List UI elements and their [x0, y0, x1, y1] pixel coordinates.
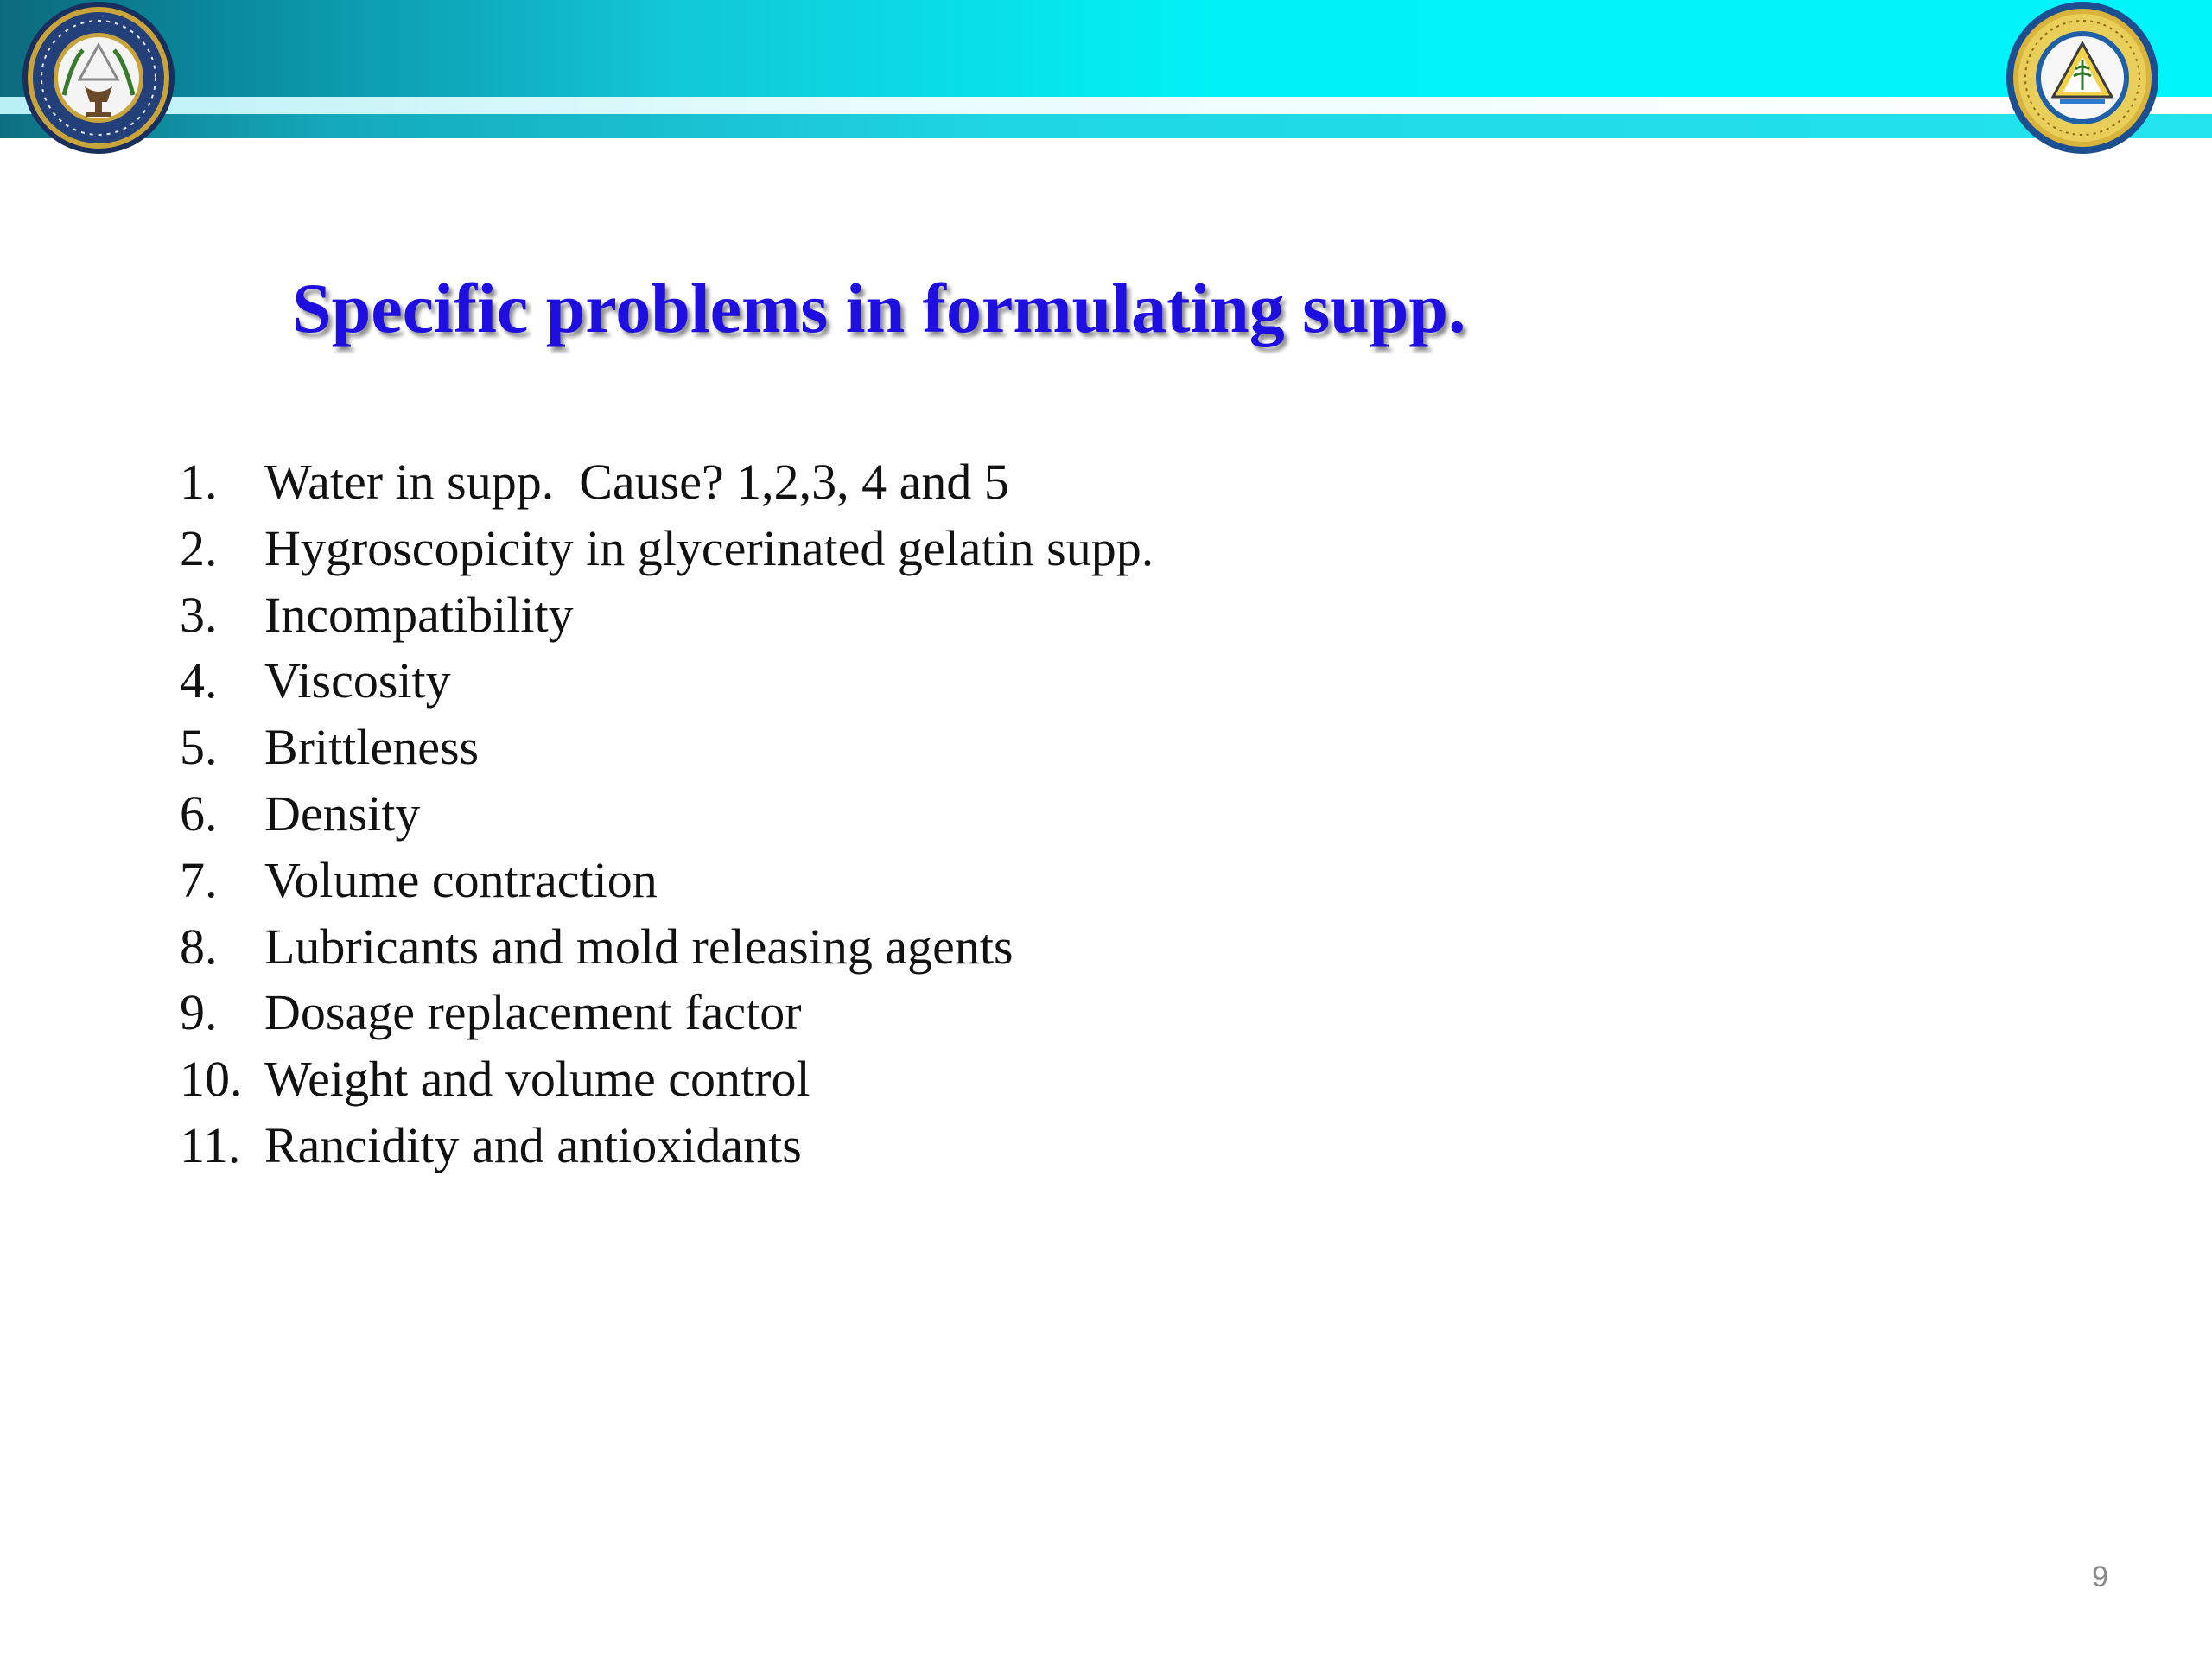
list-item-text: Rancidity and antioxidants	[264, 1116, 802, 1173]
list-item	[180, 914, 1154, 981]
list-item	[180, 781, 1154, 848]
list-item-number: 3.	[180, 586, 218, 643]
header-banner-stripe	[0, 114, 2212, 138]
problems-list	[180, 449, 1154, 1179]
list-item	[180, 1113, 1154, 1179]
list-item-text: Viscosity	[264, 652, 451, 709]
slide-title: Specific problems in formulating supp.	[292, 269, 1466, 347]
list-item-number: 8.	[180, 918, 218, 975]
page-number: 9	[2092, 1560, 2108, 1593]
college-seal-logo	[21, 0, 176, 156]
list-item	[180, 715, 1154, 781]
list-item-number: 2.	[180, 519, 218, 576]
list-item-number: 5.	[180, 719, 218, 776]
list-item	[180, 648, 1154, 715]
list-item-number: 7.	[180, 851, 218, 908]
list-item-text: Water in supp. Cause? 1,2,3, 4 and 5	[264, 454, 1009, 510]
list-item	[180, 980, 1154, 1046]
list-item-number: 6.	[180, 785, 218, 842]
header-banner	[0, 0, 2212, 97]
list-item-text: Volume contraction	[264, 851, 658, 908]
list-item-text: Lubricants and mold releasing agents	[264, 918, 1014, 975]
list-item	[180, 848, 1154, 914]
list-item	[180, 516, 1154, 582]
list-item-text: Brittleness	[264, 719, 480, 776]
list-item-text: Dosage replacement factor	[264, 984, 802, 1041]
list-item	[180, 1046, 1154, 1113]
list-item-number: 10.	[180, 1051, 243, 1108]
list-item-number: 9.	[180, 984, 218, 1041]
list-item-text: Weight and volume control	[264, 1051, 810, 1108]
list-item-number: 1.	[180, 454, 218, 510]
list-item	[180, 582, 1154, 649]
list-item-number: 4.	[180, 652, 218, 709]
university-seal-logo	[2005, 0, 2160, 156]
list-item	[180, 449, 1154, 516]
header-banner-highlight	[0, 97, 2212, 114]
list-item-number: 11.	[180, 1116, 241, 1173]
list-item-text: Hygroscopicity in glycerinated gelatin supp.	[264, 519, 1154, 576]
list-item-text: Density	[264, 785, 421, 842]
list-item-text: Incompatibility	[264, 586, 574, 643]
